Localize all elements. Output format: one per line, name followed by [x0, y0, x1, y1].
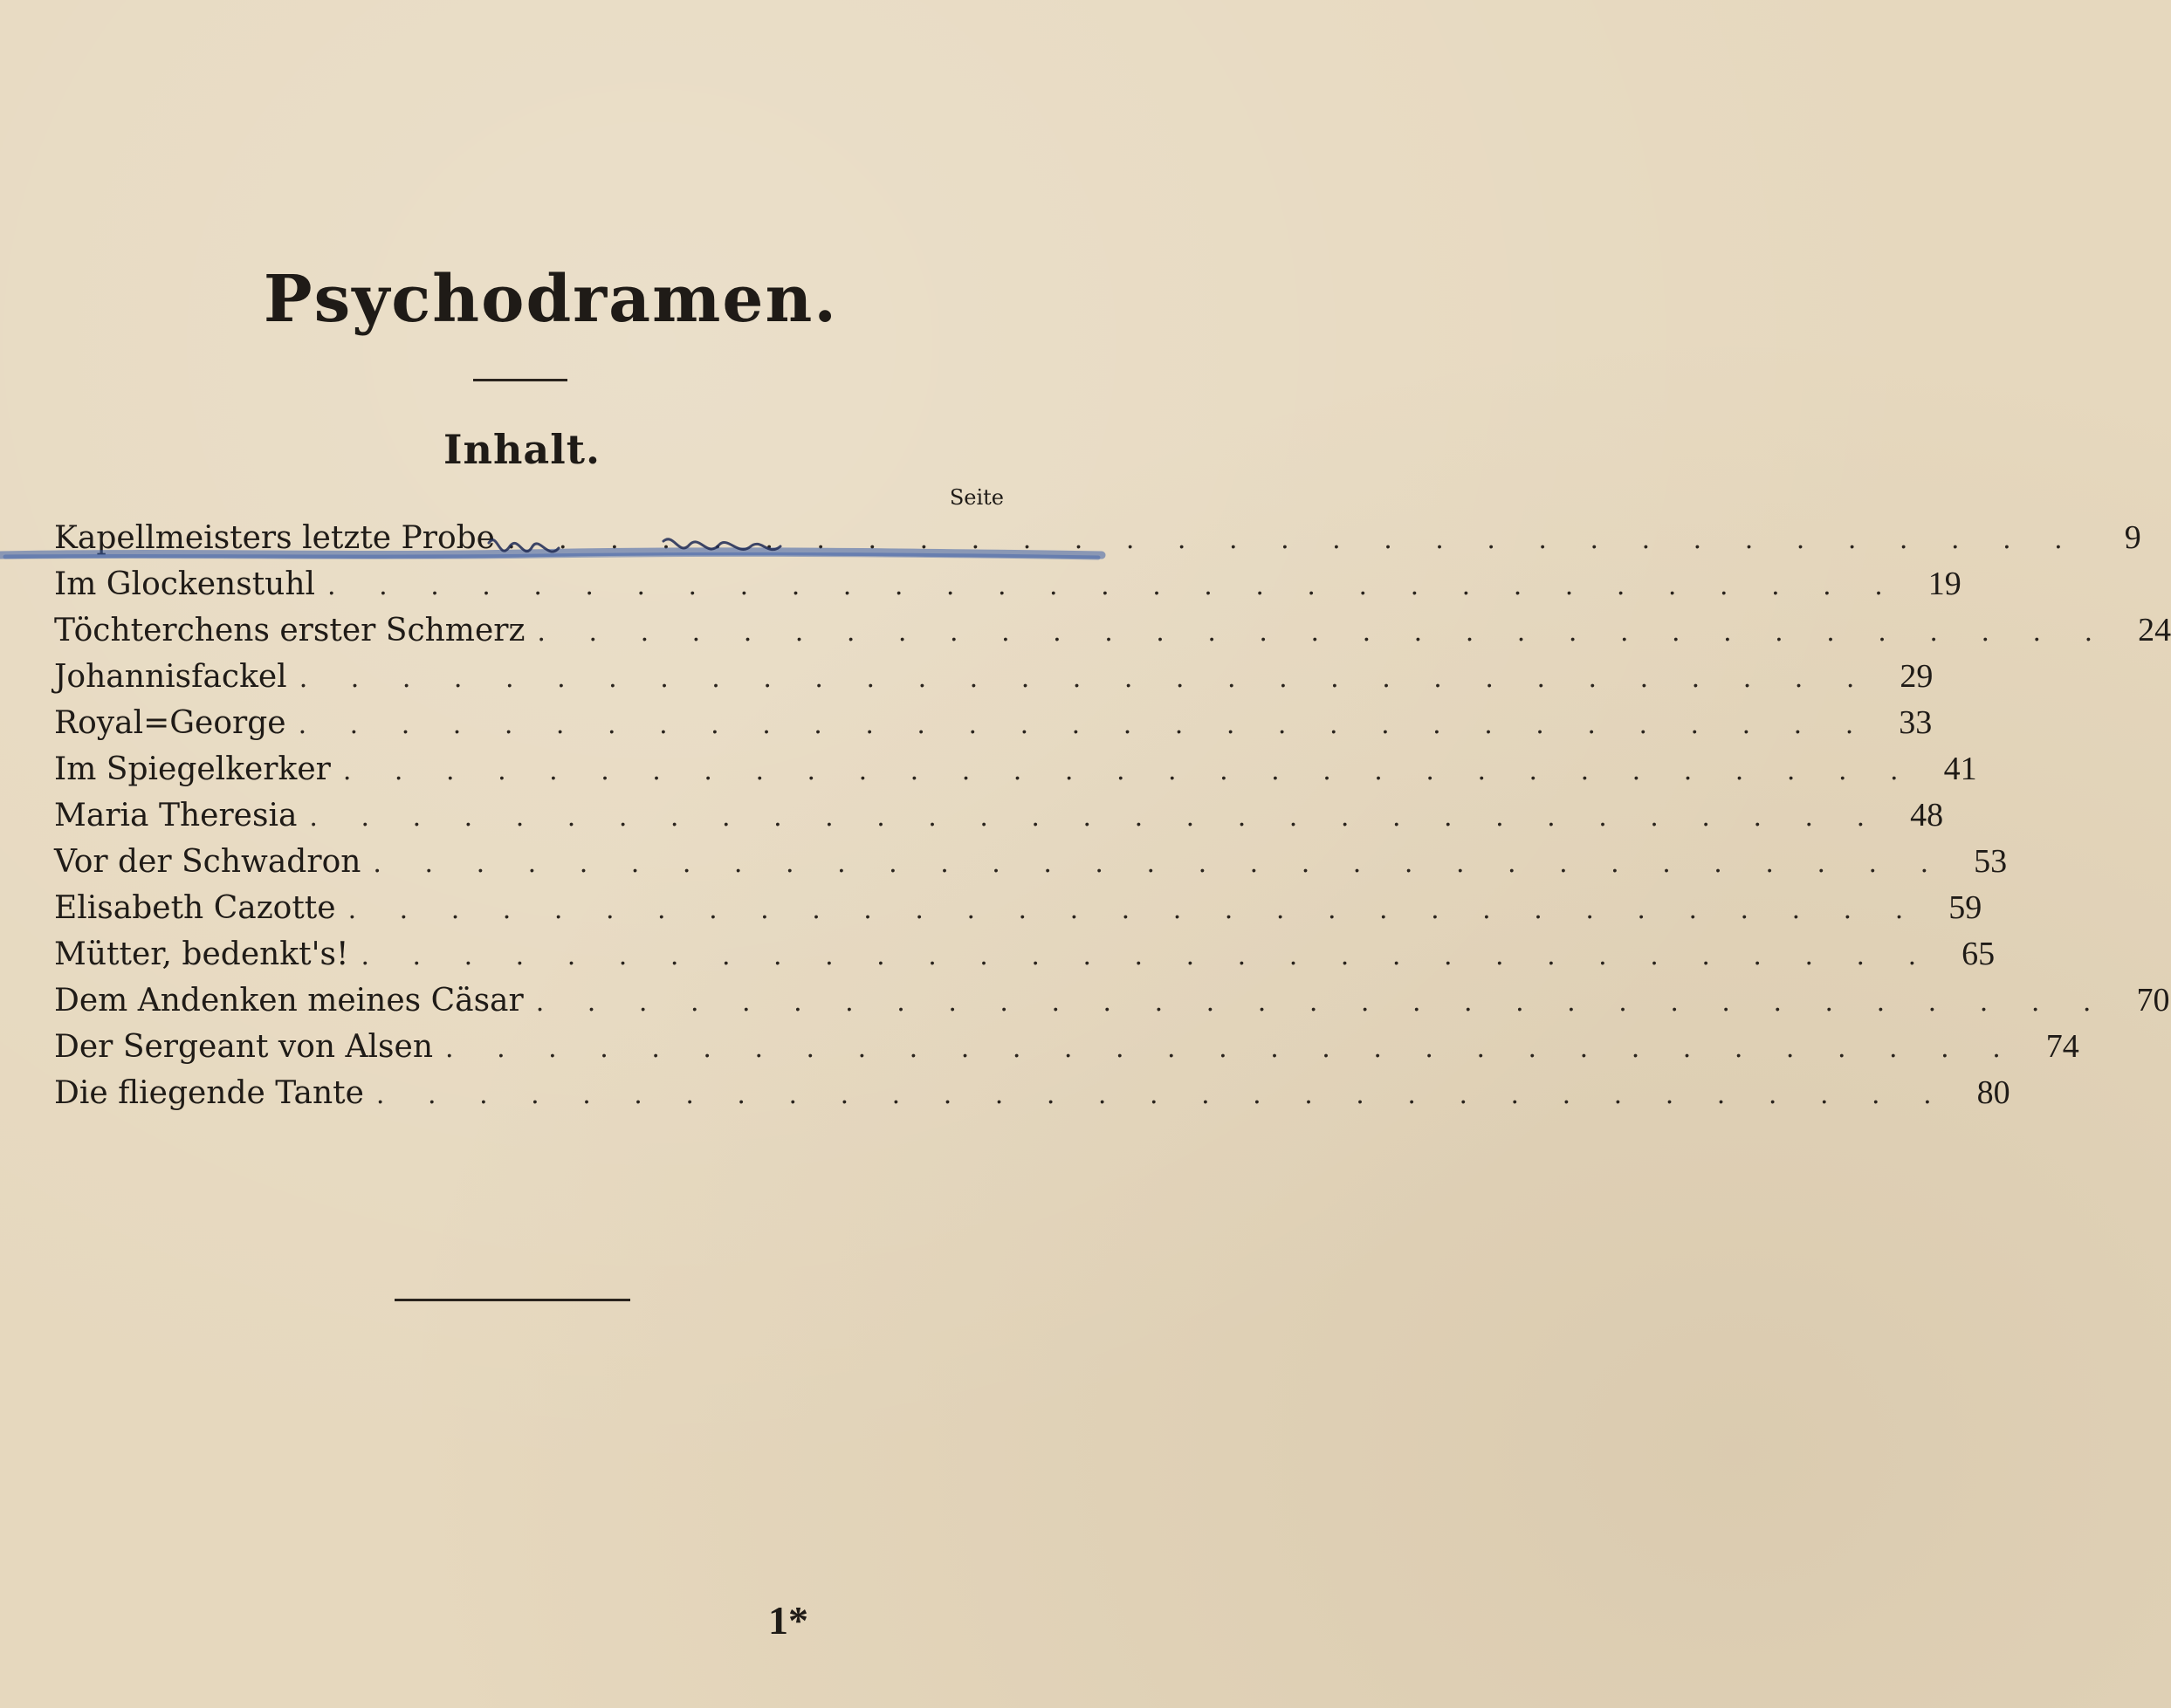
toc-entry-page: 74: [2045, 1028, 2079, 1065]
toc-entry-page: 33: [1899, 704, 1933, 741]
toc-entry: [54, 931, 1996, 977]
toc-entry: [54, 746, 1977, 792]
toc-entry: [54, 977, 2170, 1024]
toc-entry: [54, 885, 1982, 931]
toc-entry: [54, 1024, 2079, 1070]
toc-entry-page: 19: [1927, 566, 1961, 602]
table-of-contents: [54, 515, 2171, 1116]
toc-entry-title: Mütter, bedenkt's!: [54, 936, 349, 972]
dot-leader: . . . . . . . . . . . . . . . . . . . . . . . . . . . . . . .: [298, 710, 1872, 740]
dot-leader: . . . . . . . . . . . . . . . . . . . . . . . . . . . . . . .: [347, 895, 1921, 925]
closing-divider: [395, 1299, 630, 1301]
page-title: Psychodramen.: [263, 262, 839, 337]
toc-entry-title: Johannisfackel: [54, 659, 287, 695]
contents-heading: Inhalt.: [443, 426, 601, 473]
dot-leader: . . . . . . . . . . . . . . . . . . . . . . . . . . . . . . .: [537, 617, 2111, 648]
dot-leader: . . . . . . . . . . . . . . . . . . . . . . . . . . . . . . .: [506, 525, 2080, 555]
toc-entry: [54, 607, 2171, 654]
toc-entry-page: 41: [1943, 751, 1977, 787]
toc-entry-title: Im Spiegelkerker: [54, 751, 331, 787]
toc-entry-page: 48: [1910, 797, 1944, 833]
dot-leader: . . . . . . . . . . . . . . . . . . . . . . . . . . . . . . .: [535, 987, 2109, 1018]
toc-entry-title: Elisabeth Cazotte: [54, 890, 336, 926]
dot-leader: . . . . . . . . . . . . . . . . . . . . . . . . . . . . . . .: [299, 663, 1872, 694]
page-number: 1*: [768, 1598, 808, 1643]
toc-entry-title: Vor der Schwadron: [54, 844, 361, 880]
toc-entry: [54, 839, 2008, 885]
toc-entry: [54, 654, 1934, 700]
toc-entry-page: 80: [1976, 1074, 2010, 1111]
toc-entry: [54, 561, 1961, 607]
toc-entry-title: Kapellmeisters letzte Probe: [54, 520, 495, 556]
toc-entry-title: Im Glockenstuhl: [54, 566, 316, 602]
toc-entry-title: Maria Theresia: [54, 798, 298, 833]
toc-entry-page: 70: [2136, 982, 2170, 1019]
toc-entry: [54, 515, 2141, 561]
toc-entry-page: 29: [1900, 658, 1934, 695]
dot-leader: . . . . . . . . . . . . . . . . . . . . . . . . . . . . . . .: [342, 756, 1916, 786]
toc-entry: [54, 792, 1944, 839]
toc-entry-title: Royal=George: [54, 705, 286, 741]
toc-entry-page: 9: [2124, 519, 2141, 556]
dot-leader: . . . . . . . . . . . . . . . . . . . . . . . . . . . . . . .: [361, 941, 1934, 971]
toc-entry: [54, 1070, 2010, 1116]
toc-entry-title: Dem Andenken meines Cäsar: [54, 983, 524, 1019]
toc-entry-page: 53: [1974, 843, 2008, 880]
toc-entry: [54, 700, 1933, 746]
dot-leader: . . . . . . . . . . . . . . . . . . . . . . . . . . . . . . .: [445, 1033, 2018, 1064]
dot-leader: . . . . . . . . . . . . . . . . . . . . . . . . . . . . . . .: [375, 1080, 1949, 1110]
toc-entry-title: Die fliegende Tante: [54, 1075, 364, 1111]
toc-entry-title: Der Sergeant von Alsen: [54, 1029, 434, 1065]
dot-leader: . . . . . . . . . . . . . . . . . . . . . . . . . . . . . . .: [309, 802, 1883, 833]
title-divider: [473, 379, 567, 381]
dot-leader: . . . . . . . . . . . . . . . . . . . . . . . . . . . . . . .: [373, 848, 1947, 879]
toc-entry-title: Töchterchens erster Schmerz: [54, 613, 526, 648]
toc-entry-page: 24: [2138, 612, 2171, 648]
toc-entry-page: 59: [1948, 889, 1982, 926]
page-column-header: Seite: [949, 485, 1004, 510]
toc-entry-page: 65: [1961, 936, 1996, 972]
dot-leader: . . . . . . . . . . . . . . . . . . . . . . . . . . . . . . .: [327, 571, 1900, 601]
